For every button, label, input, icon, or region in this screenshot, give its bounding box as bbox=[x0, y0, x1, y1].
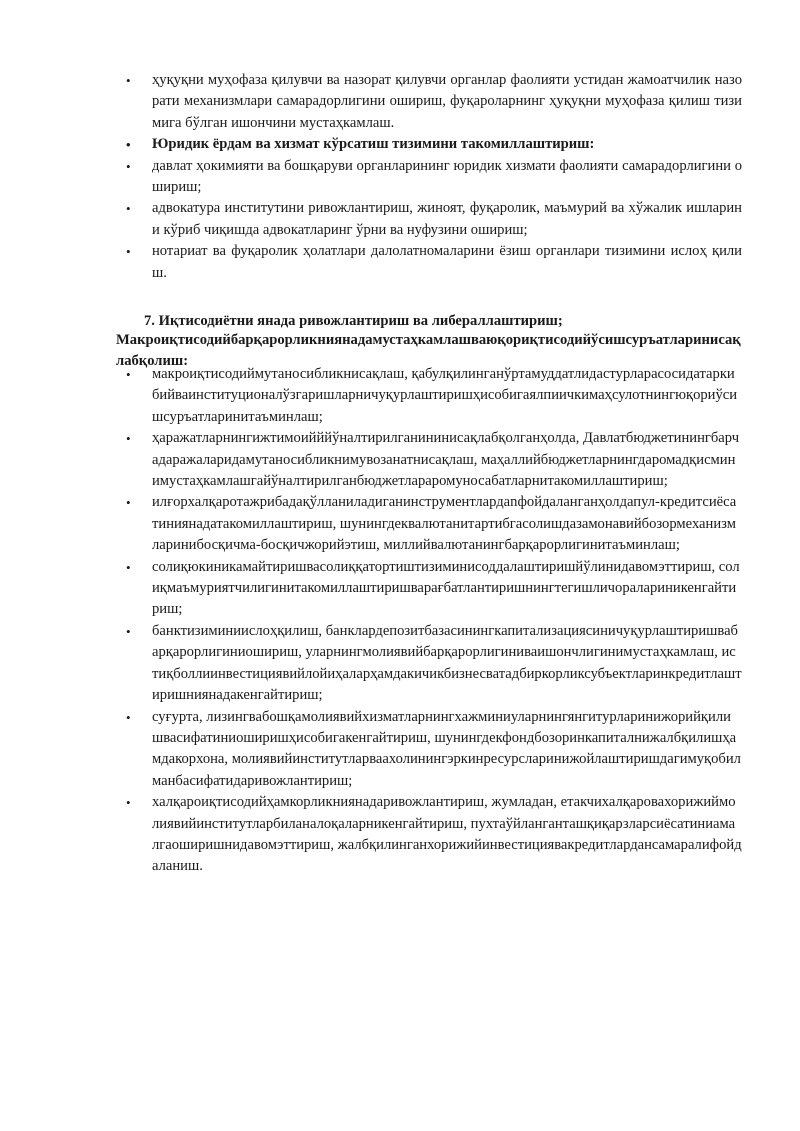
list-item bbox=[116, 364, 742, 428]
bullet-icon: • bbox=[126, 137, 131, 153]
list-item bbox=[116, 156, 742, 199]
bullet-icon: • bbox=[126, 431, 131, 447]
list-item bbox=[116, 557, 742, 621]
bullet-icon: • bbox=[126, 201, 131, 217]
bullet-icon: • bbox=[126, 73, 131, 88]
section-heading: 7. Иқтисодиётни янада ривожлантириш ва либераллаштириш; bbox=[144, 313, 563, 329]
list-item-text: солиқюкиникамайтиришвасолиққатортиштизиминисоддалаштиришйўлинидавомэттириш, солиқмаъмуриятчилигинитакомиллаштиришварағбатлантиришнингтегишличоралариникенгайтириш; bbox=[152, 558, 740, 618]
list-item-text: банктизиминиислоҳқилиш, банклардепозитбазасинингкапитализациясиничуқурлаштиришвабарқарорлигиниошириш, уларнингмолиявийбарқарорлигиниваишончлигинимустаҳкамлаш, истиқболлиинвестициявийлойиҳаларҳамдакичикбизнесватадбиркорликсубъектларинкредитлаштиришниянадакенгайтириш; bbox=[152, 622, 742, 704]
list-item bbox=[116, 707, 742, 793]
list-item-text: ҳаражатларнингижтимоийййўналтирилганининисақлабқолганҳолда, Давлатбюджетинингбарчадаражаларидамутаносибликнимувозанатнисақлаш, маҳаллийбюджетларнингдаромадқисминимустаҳкамлашгайўналтирилганбюджетлараромуносабатларнитакомиллаштириш; bbox=[152, 430, 740, 490]
list-item bbox=[116, 792, 742, 878]
bullet-icon: • bbox=[126, 623, 131, 639]
list-item-text: Юридик ёрдам ва хизмат кўрсатиш тизимини такомиллаштириш: bbox=[152, 136, 595, 153]
list-item bbox=[116, 70, 742, 134]
bullet-icon: • bbox=[126, 244, 131, 260]
bullet-list-section-7 bbox=[116, 364, 742, 878]
list-item bbox=[116, 134, 742, 155]
section-subheading: Макроиқтисодийбарқарорликниянадамустаҳкамлашваюқориқтисодийўсишсуръатларинисақлабқолиш: bbox=[116, 332, 741, 370]
list-item-text: ҳуқуқни муҳофаза қилувчи ва назорат қилувчи органлар фаолияти устидан жамоатчилик назорати механизмлари самарадорлигини ошириш, фуқароларнинг ҳуқуқни муҳофаза қилиш тизимига бўлган ишончини мустаҳкамлаш. bbox=[152, 72, 742, 131]
list-item-text: суғурта, лизингвабошқамолиявийхизматларнингхажминиуларнингянгитурларинижорийқилишвасифатиниоширишҳисобигакенгайтириш, шунингдекфондбозоринкапиталнижалбқилишҳамдакорхона, молиявийинститутларваахолинингэркинресурсларинижойлаштиришдагимуқобилманбасифатидаривожлантириш; bbox=[152, 708, 741, 789]
list-item bbox=[116, 492, 742, 556]
bullet-list-section-6 bbox=[116, 70, 742, 284]
bullet-icon: • bbox=[126, 158, 131, 174]
list-item bbox=[116, 428, 742, 492]
bullet-icon: • bbox=[126, 709, 131, 725]
bullet-icon: • bbox=[126, 367, 131, 382]
bullet-icon: • bbox=[126, 795, 131, 811]
bullet-icon: • bbox=[126, 559, 131, 575]
list-item-text: илғорхалқаротажрибадақўлланиладиганинструментлардanфойдаланганҳолдапул-кредитсиёсатиниянадатакомиллаштириш, шунингдеквалютанитартибгасолишдазамонавийбозормеханизмларинибосқичма-босқичжорийэтиш, миллийвалютанингбарқарорлигинитаъминлаш; bbox=[152, 494, 737, 554]
list-item bbox=[116, 621, 742, 707]
list-item bbox=[116, 241, 742, 284]
list-item-text: давлат ҳокимияти ва бошқаруви органларининг юридик хизмати фаолияти самарадорлигини ошириш; bbox=[152, 157, 742, 196]
list-item bbox=[116, 198, 742, 241]
list-item-text: нотариат ва фуқаролик ҳолатлари далолатномаларини ёзиш органлари тизимини ислоҳ қилиш. bbox=[152, 243, 742, 281]
list-item-text: макроиқтисодиймутаносибликнисақлаш, қабулқилинганўртамуддатлидастурларасосидатаркибийваинституционалўзгаришларничуқурлаштиришҳисобигаялпиичкимаҳсулотнингюқориўсишсуръатларинитаъминлаш; bbox=[152, 366, 738, 425]
list-item-text: адвокатура институтини ривожлантириш, жиноят, фуқаролик, маъмурий ва хўжалик ишларини кўриб чиқишда адвокатларинг ўрни ва нуфузини ошириш; bbox=[152, 200, 742, 238]
bullet-icon: • bbox=[126, 495, 131, 511]
list-item-text: халқароиқтисодийҳамкорликниянадаривожлантириш, жумладан, етакчихалқаровахорижиймолиявийинститутларбиланалоқаларникенгайтириш, пухтаўйланганташқиқарзларсиёсатиниамалгаоширишнидавомэттириш, жалбқилинганхорижийинвестициявакредитлардансамаралифойдаланиш. bbox=[152, 794, 742, 875]
